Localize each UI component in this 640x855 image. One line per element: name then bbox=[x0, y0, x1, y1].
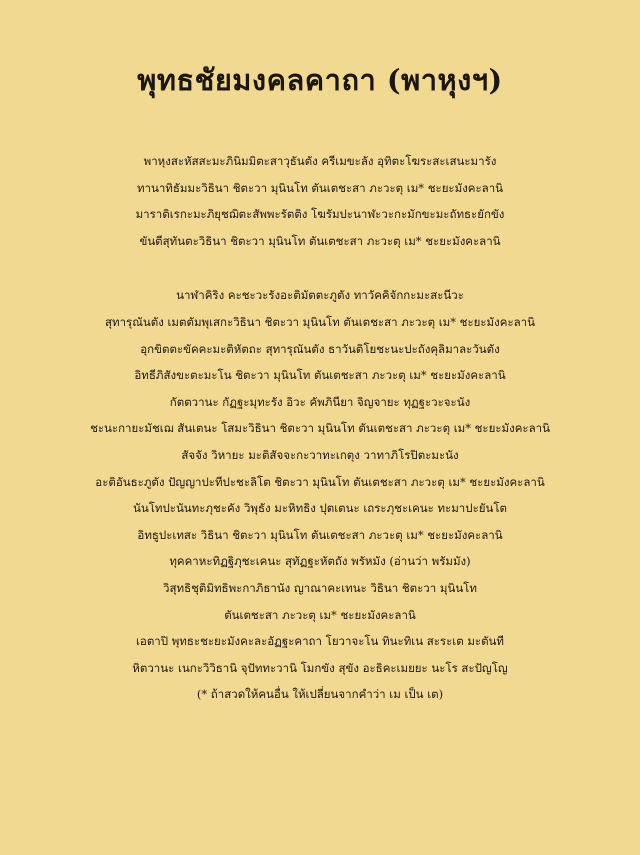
stanza-1 bbox=[0, 148, 640, 254]
chant-line: อุกขิตตะขัคคะมะติหัตถะ สุทารุณันตัง ธาวันติโยชะนะปะถังคุลิมาละวันตัง bbox=[140, 341, 500, 356]
chant-line: สุทารุณันตัง เมตตัมพุเสกะวิธินา ชิตะวา มุนินโท ตันเตชะสา ภะวะตุ เม* ชะยะมังคะลานิ bbox=[105, 314, 535, 329]
chant-text bbox=[0, 148, 640, 708]
stanza-gap bbox=[0, 254, 640, 282]
chant-line: หิตวานะ เนกะวิวิธานิ จุปัททะวานิ โมกขัง สุขัง อะธิคะเมยยะ นะโร สะปัญโญ bbox=[132, 660, 508, 675]
footnote: (* ถ้าสวดให้คนอื่น ให้เปลี่ยนจากคำว่า เม เป็น เต) bbox=[196, 687, 444, 702]
chant-line: สัจจัง วิหายะ มะติสัจจะกะวาทะเกตุง วาทาภิโรปิตะมะนัง bbox=[181, 447, 459, 462]
chant-line: มาราติเรกะมะภิยุชฌิตะสัพพะรัตติง โฆรัมปะนาฬะวะกะมักขะมะถัทธะยักขัง bbox=[135, 207, 505, 222]
chant-line: อิทธูปะเทสะ วิธินา ชิตะวา มุนินโท ตันเตชะสา ภะวะตุ เม* ชะยะมังคะลานิ bbox=[137, 527, 503, 542]
chant-line: อิทธีภิสังขะตะมะโน ชิตะวา มุนินโท ตันเตชะสา ภะวะตุ เม* ชะยะมังคะลานิ bbox=[134, 368, 506, 383]
chant-line: วิสุทธิชุติมิทธิพะกาภิธานัง ญาณาคะเทนะ วิธินา ชิตะวา มุนินโท bbox=[163, 580, 477, 595]
chant-line: เอตาปิ พุทธะชะยะมังคะละอัฏฐะคาถา โยวาจะโน ทินะทิเน สะระเต มะตันที bbox=[136, 634, 504, 649]
chant-line: ตันเตชะสา ภะวะตุ เม* ชะยะมังคะลานิ bbox=[224, 607, 416, 622]
chant-line: นาฬาคิริง คะชะวะรังอะติมัตตะภูตัง ทาวัคคิจักกะมะสะนีวะ bbox=[176, 288, 464, 303]
stanza-2 bbox=[0, 282, 640, 708]
chant-line: ทานาทิธัมมะวิธินา ชิตะวา มุนินโท ตันเตชะสา ภะวะตุ เม* ชะยะมังคะลานิ bbox=[136, 180, 504, 195]
page-title: พุทธชัยมงคลคาถา (พาหุงฯ) bbox=[137, 63, 503, 97]
chant-line: นันโทปะนันทะภุชะคัง วิพุธัง มะหิทธิง ปุตเตนะ เถระภุชะเคนะ ทะมาปะยันโต bbox=[132, 501, 507, 516]
chant-line: ขันตีสุทันตะวิธินา ชิตะวา มุนินโท ตันเตชะสา ภะวะตุ เม* ชะยะมังคะลานิ bbox=[139, 233, 501, 248]
chant-line: ชะนะกายะมัชเฌ สันเตนะ โสมะวิธินา ชิตะวา มุนินโท ตันเตชะสา ภะวะตุ เม* ชะยะมังคะลานิ bbox=[90, 421, 550, 436]
chant-line: อะติอันธะภูตัง ปัญญาปะทีปะชะลิโต ชิตะวา มุนินโท ตันเตชะสา ภะวะตุ เม* ชะยะมังคะลานิ bbox=[95, 474, 545, 489]
chant-line: พาหุงสะหัสสะมะภินิมมิตะสาวุธันตัง ครีเมขะลัง อุทิตะโฆระสะเสนะมารัง bbox=[143, 154, 497, 168]
chant-line: ทุคคาหะทิฏฐิภุชะเคนะ สุทัฏฐะหัตถัง พรัหมัง (อ่านว่า พรัมมัง) bbox=[169, 554, 471, 569]
chant-line: กัตตวานะ กัฏฐะมุทะรัง อิวะ คัพภินียา จิญจายะ ทุฏฐะวะจะนัง bbox=[169, 394, 471, 409]
